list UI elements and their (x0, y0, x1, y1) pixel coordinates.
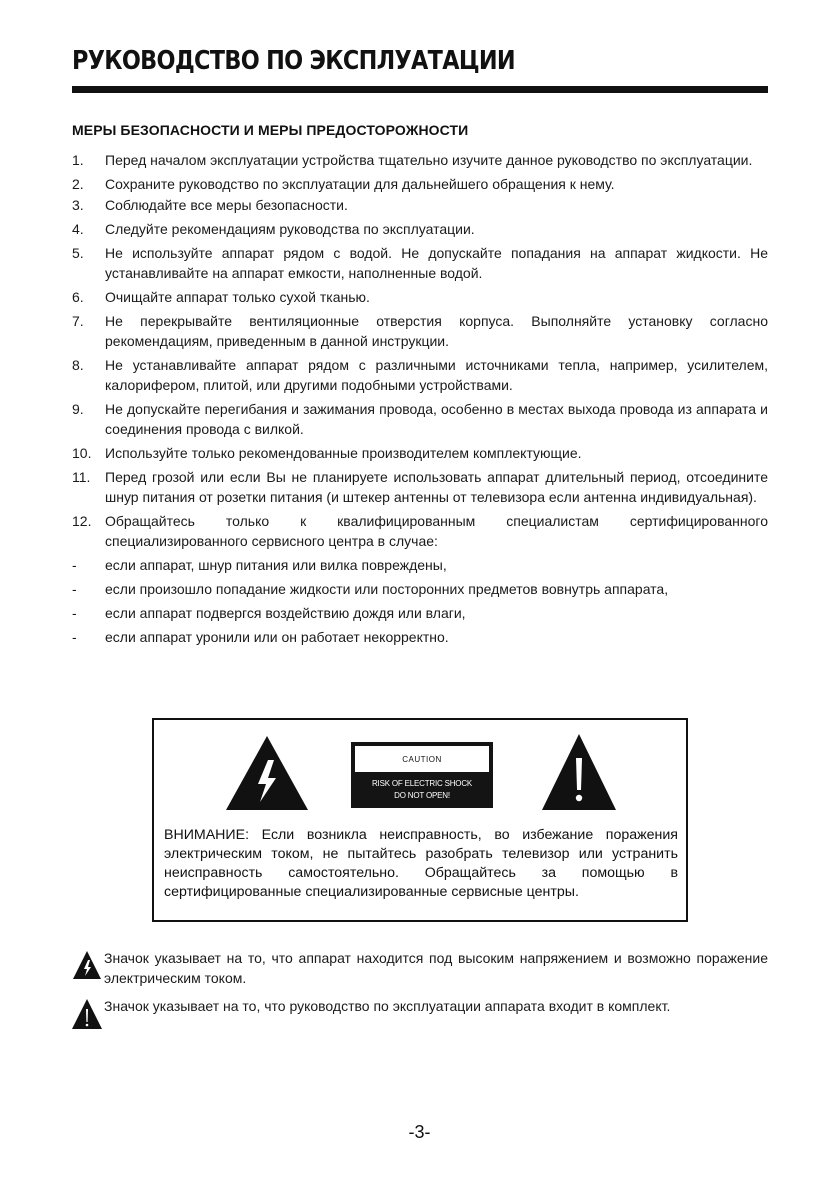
safety-list (72, 150, 768, 651)
list-item: - если аппарат подвергся воздействию дождя или влаги, (72, 605, 466, 621)
list-item: - если произошло попадание жидкости или посторонних предметов вовнутрь аппарата, (72, 581, 669, 597)
page-title: РУКОВОДСТВО ПО ЭКСПЛУАТАЦИИ (72, 46, 515, 76)
legend-voltage-text: Значок указывает на то, что аппарат находится под высоким напряжением и возможно поражение электрическим током. (104, 950, 768, 986)
list-item: 2. Сохраните руководство по эксплуатации для дальнейшего обращения к нему. (72, 176, 615, 192)
list-item: 9. Не допускайте перегибания и зажимания провода, особенно в местах выхода провода из аппарата и соединения провода с вилкой. (72, 401, 768, 437)
title-rule (72, 86, 768, 93)
list-item: 7. Не перекрывайте вентиляционные отверстия корпуса. Выполняйте установку согласно рекомендациям, приведенным в данной инструкции. (72, 313, 768, 349)
lightning-warning-icon (224, 734, 310, 812)
list-item: 5. Не используйте аппарат рядом с водой. Не допускайте попадания на аппарат жидкости. Не устанавливайте на аппарат емкости, наполненные водой. (72, 245, 768, 281)
list-item: 3. Соблюдайте все меры безопасности. (72, 197, 348, 213)
legend-manual-text: Значок указывает на то, что руководство по эксплуатации аппарата входит в комплект. (104, 998, 671, 1014)
page-number: -3- (408, 1122, 431, 1142)
list-item: - если аппарат, шнур питания или вилка повреждены, (72, 557, 447, 573)
caution-subtitle: RISK OF ELECTRIC SHOCK DO NOT OPEN! (371, 779, 473, 800)
exclamation-warning-icon (72, 998, 104, 1030)
legend-voltage (72, 948, 768, 988)
warning-text: ВНИМАНИЕ: Если возникла неисправность, во избежание поражения электрическим током, не пытайтесь разобрать телевизор или устранить неисправность самостоятельно. Обращайтесь за помощью в сертифицированные специализированные сервисные центры. (164, 827, 678, 900)
list-item: - если аппарат уронили или он работает некорректно. (72, 629, 449, 645)
section-heading: МЕРЫ БЕЗОПАСНОСТИ И МЕРЫ ПРЕДОСТОРОЖНОСТИ (72, 122, 469, 138)
list-item: 4. Следуйте рекомендациям руководства по эксплуатации. (72, 221, 475, 237)
list-item: 10. Используйте только рекомендованные производителем комплектующие. (72, 445, 582, 461)
list-item: 6. Очищайте аппарат только сухой тканью. (72, 289, 370, 305)
lightning-warning-icon (72, 950, 104, 980)
list-item: 11. Перед грозой или если Вы не планируете использовать аппарат длительный период, отсоедините шнур питания от розетки питания (и штекер антенны от телевизора если антенна индивидуальная). (72, 469, 768, 505)
caution-label (351, 742, 493, 808)
list-item: 8. Не устанавливайте аппарат рядом с различными источниками тепла, например, усилителем, калорифером, плитой, или другими подобными устройствами. (72, 357, 768, 393)
caution-title: CAUTION (355, 746, 489, 772)
warning-box (152, 718, 688, 922)
list-item: 12. Обращайтесь только к квалифицированным специалистам сертифицированного специализированного сервисного центра в случае: (72, 513, 768, 549)
list-item: 1. Перед началом эксплуатации устройства тщательно изучите данное руководство по эксплуатации. (72, 152, 753, 168)
legend-manual (72, 996, 768, 1030)
exclamation-warning-icon (540, 732, 618, 812)
